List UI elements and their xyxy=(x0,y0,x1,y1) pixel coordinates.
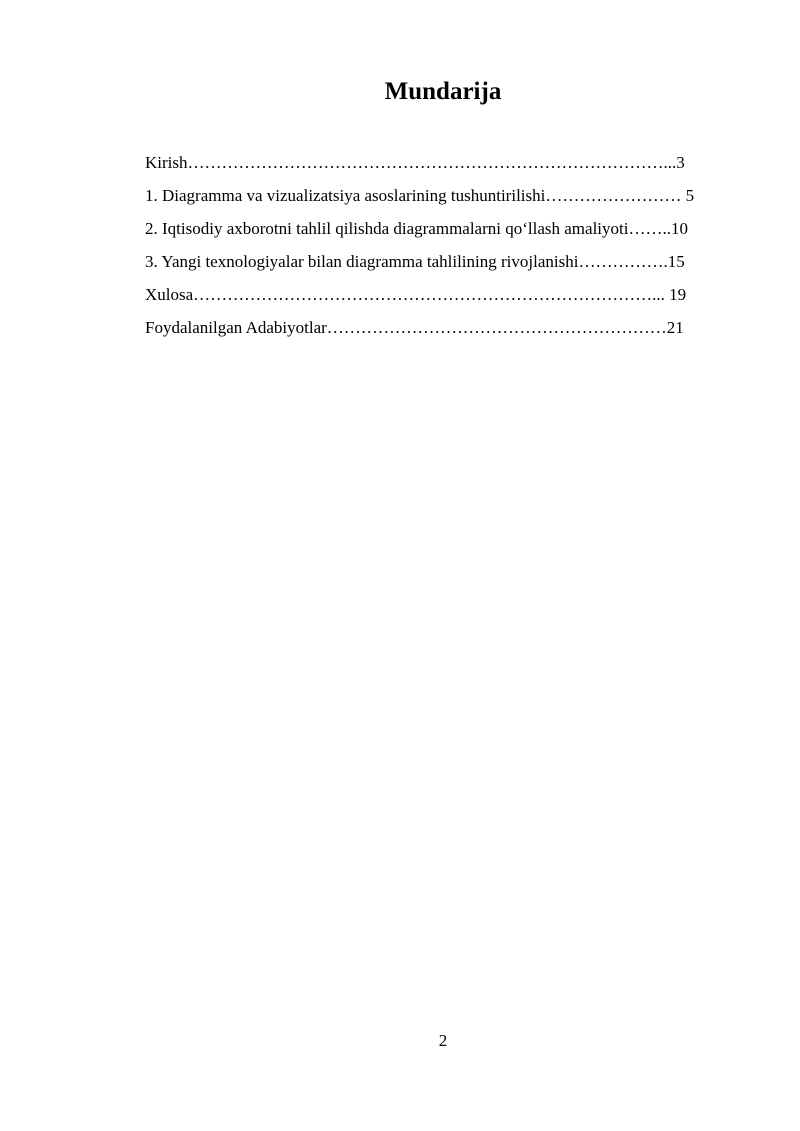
toc-entry-leader: ………………………………………………………………………... xyxy=(193,285,665,304)
toc-entry-chapter-2 xyxy=(115,212,743,245)
toc-entry-label: Kirish xyxy=(145,153,188,172)
toc-entry-leader: …………………………………………………………………………... xyxy=(187,153,677,172)
toc-entry-chapter-3 xyxy=(115,245,743,278)
toc-entry-leader: …………………… xyxy=(545,186,682,205)
page-number: 2 xyxy=(438,1031,448,1050)
toc-entry-conclusion xyxy=(115,278,743,311)
toc-entry-chapter-1 xyxy=(115,179,743,212)
toc-entry-page: 5 xyxy=(685,186,695,205)
toc-entry-label: Foydalanilgan Adabiyotlar xyxy=(145,318,327,337)
toc-entry-leader: ……………. xyxy=(578,252,668,271)
table-of-contents xyxy=(115,146,743,344)
toc-entry-page: 21 xyxy=(666,318,684,337)
toc-entry-label: 3. Yangi texnologiyalar bilan diagramma tahlilining rivojlanishi xyxy=(145,252,579,271)
toc-entry-leader: …………………………………………………… xyxy=(326,318,667,337)
toc-entry-page: 15 xyxy=(667,252,685,271)
toc-entry-page: 10 xyxy=(670,219,688,238)
page-title: Mundarija xyxy=(384,78,502,105)
toc-entry-introduction xyxy=(115,146,743,179)
toc-entry-leader: …….. xyxy=(628,219,671,238)
toc-entry-page: 19 xyxy=(669,285,687,304)
toc-entry-page: 3 xyxy=(676,153,685,172)
toc-entry-label: 1. Diagramma va vizualizatsiya asoslarining tushuntirilishi xyxy=(145,186,546,205)
toc-entry-label: 2. Iqtisodiy axborotni tahlil qilishda diagrammalarni qo‘llash amaliyoti xyxy=(145,219,629,238)
toc-entry-references xyxy=(115,311,743,344)
toc-entry-label: Xulosa xyxy=(145,285,194,304)
